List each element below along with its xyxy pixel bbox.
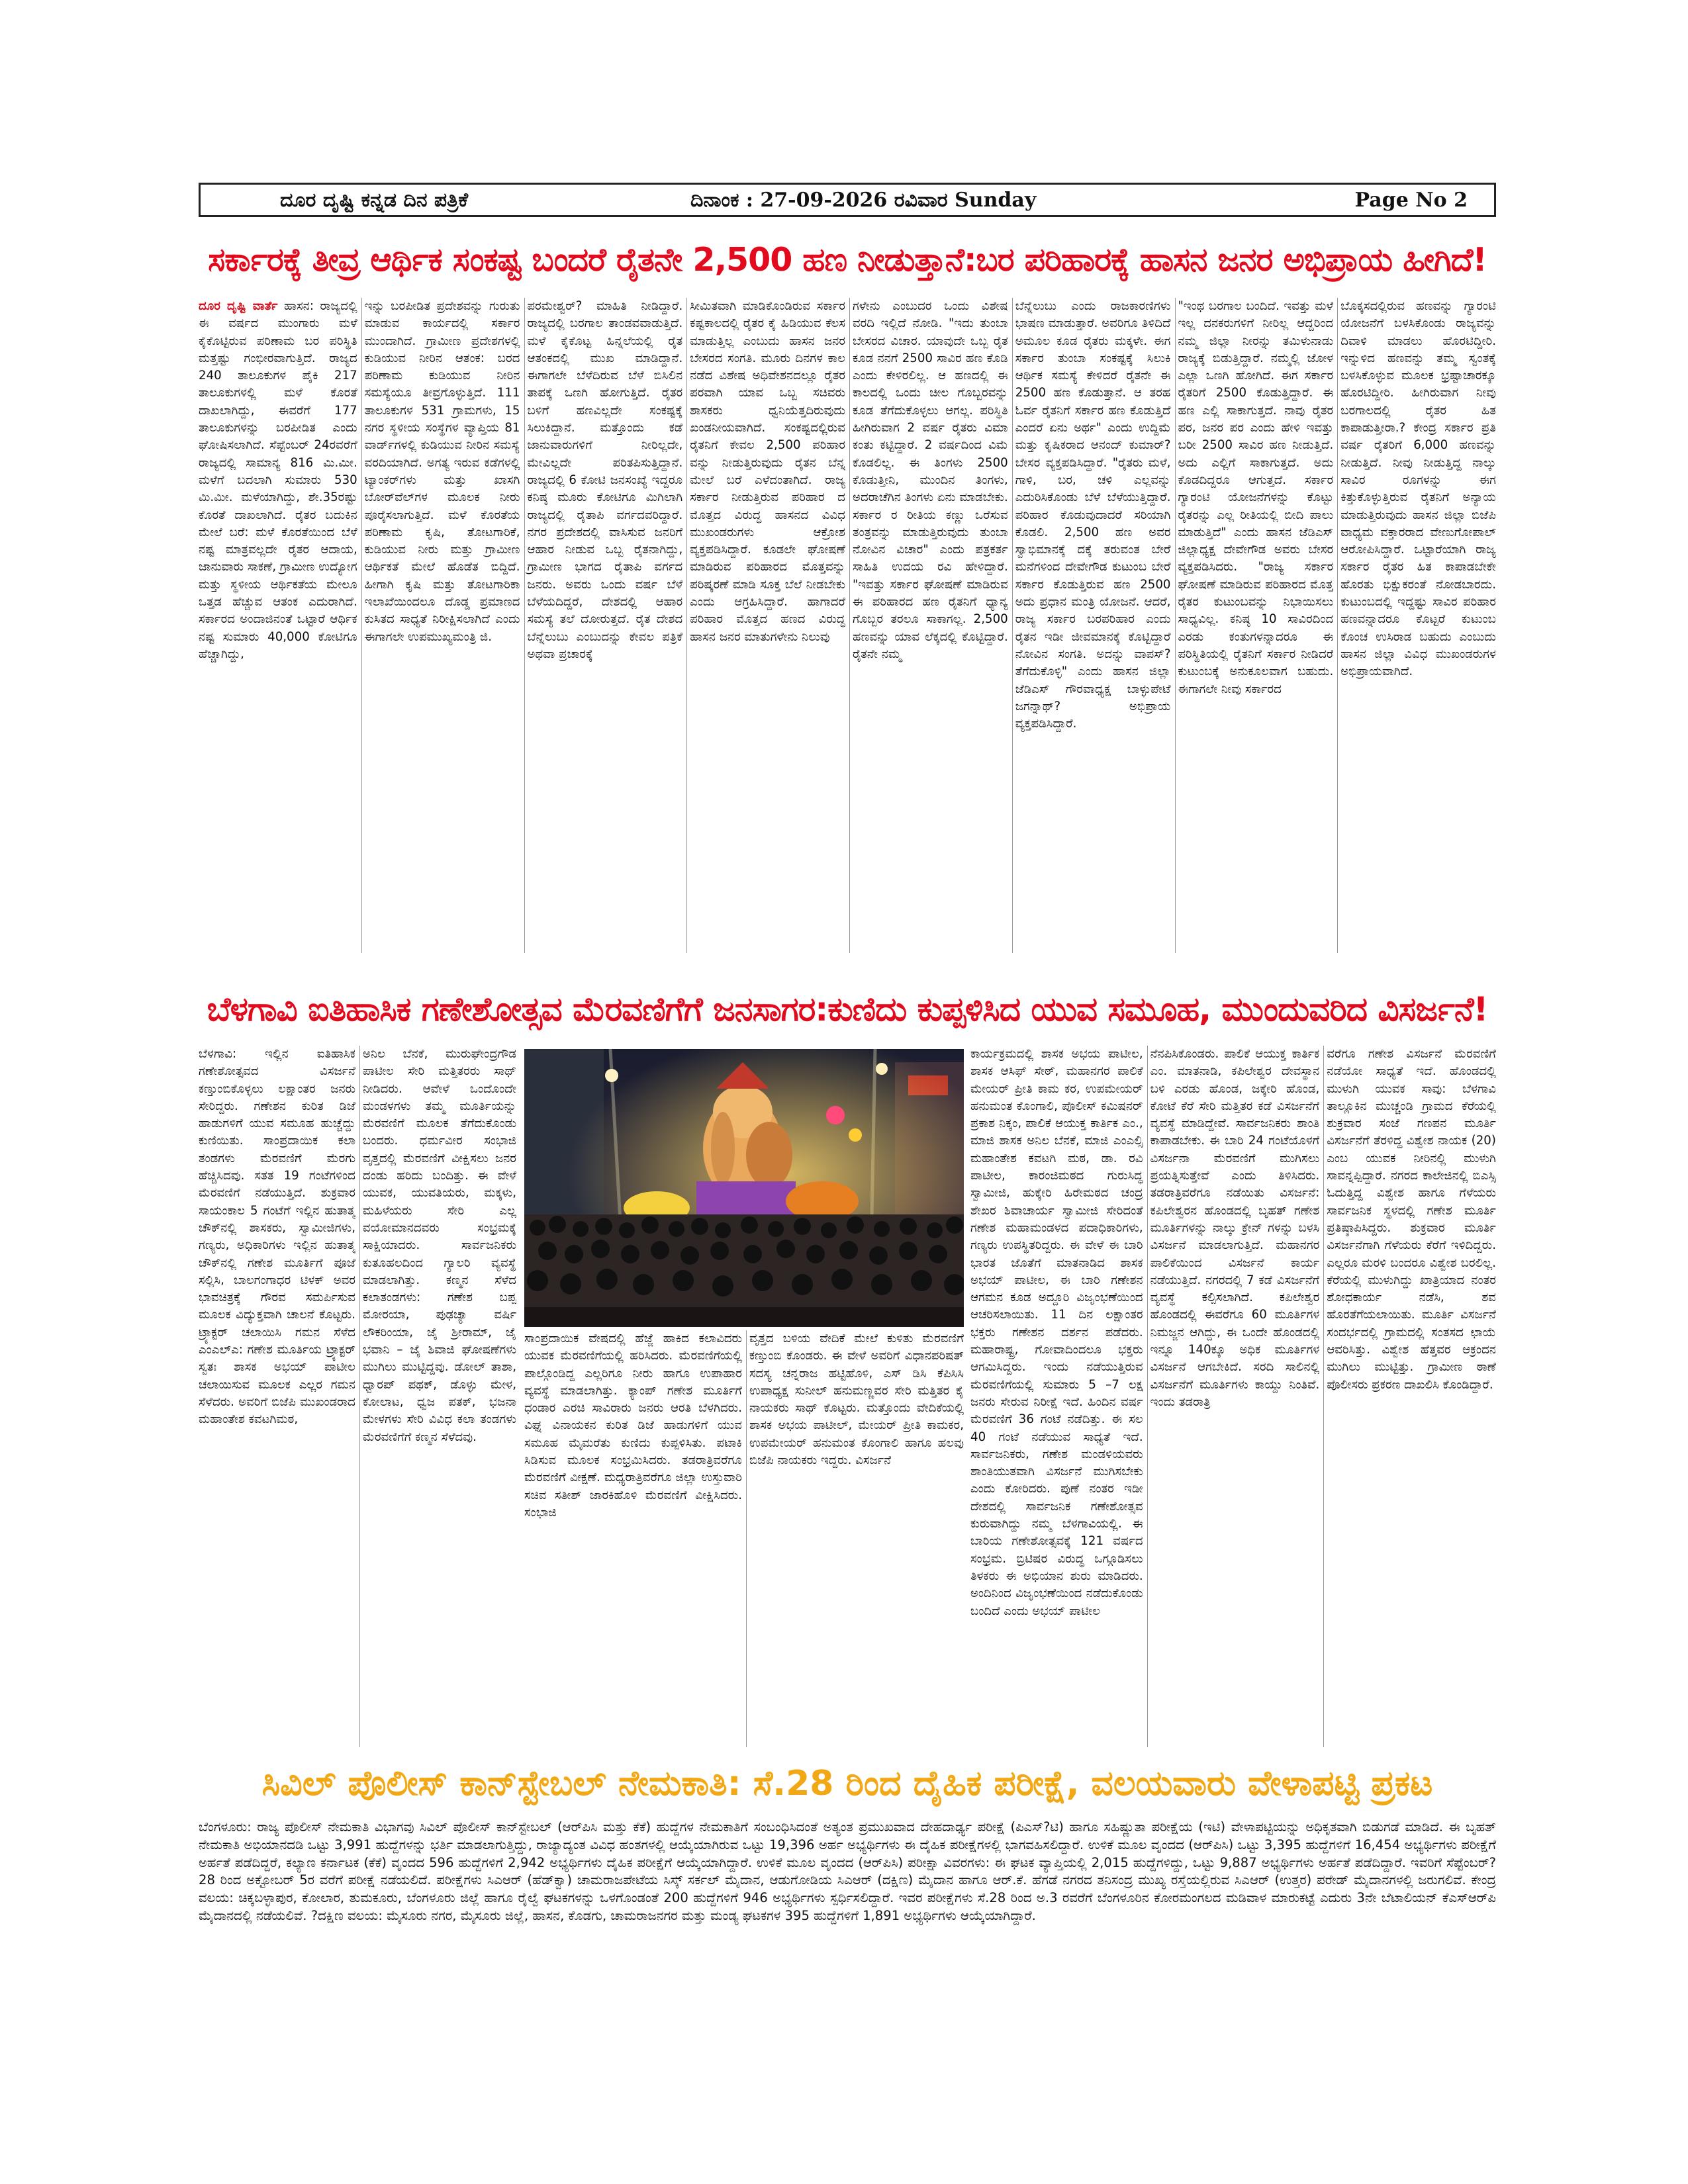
story1-column-3: ಪರಮೇಶ್ವರ್? ಮಾಹಿತಿ ನೀಡಿದ್ದಾರೆ. ರಾಜ್ಯದಲ್ಲಿ ಬರಗಾಲ ತಾಂಡವವಾಡುತ್ತಿದೆ. ಮಳೆ ಕೈಕೊಟ್ಟ ಹಿನ್ನಲೆಯಲ್ಲಿ ರೈತ ಆತಂಕದಲ್ಲಿ ಮುಖ ಮಾಡಿದ್ದಾನೆ. ಈಗಾಗಲೇ ಬೆಳೆದಿರುವ ಬೆಳೆ ಬಿಸಿಲಿನ ತಾಪಕ್ಕೆ ಒಣಗಿ ಹೋಗುತ್ತಿದೆ. ರೈತರ ಬಳಿಗೆ ಹಣವಿಲ್ಲದೇ ಸಂಕಷ್ಟಕ್ಕೆ ಸಿಲುಕಿದ್ದಾನೆ. ಮತ್ತೊಂದು ಕಡೆ ಜಾನುವಾರುಗಳಿಗೆ ನೀರಿಲ್ಲದೇ, ಮೇವಿಲ್ಲದೇ ಪರಿತಪಿಸುತ್ತಿದ್ದಾನೆ. ರಾಜ್ಯದಲ್ಲಿ 6 ಕೋಟಿ ಜನಸಂಖ್ಯೆ ಇದ್ದರೂ ಕನಿಷ್ಠ ಮೂರು ಕೋಟಿಗೂ ಮಿಗಿಲಾಗಿ ರಾಜ್ಯದಲ್ಲಿ ರೈತಾಪಿ ವರ್ಗದವರಿದ್ದಾರೆ. ನಗರ ಪ್ರದೇಶದಲ್ಲಿ ವಾಸಿಸುವ ಜನರಿಗೆ ಆಹಾರ ನೀಡುವ ಒಬ್ಬ ರೈತನಾಗಿದ್ದು, ಗ್ರಾಮೀಣ ಭಾಗದ ರೈತಾಪಿ ವರ್ಗದ ಜನರು. ಅವರು ಒಂದು ವರ್ಷ ಬೆಳೆ ಬೆಳೆಯದಿದ್ದರೆ, ದೇಶದಲ್ಲಿ ಆಹಾರ ಸಮಸ್ಯೆ ತಲೆ ದೋರುತ್ತದೆ. ರೈತ ದೇಶದ ಬೆನ್ನೆಲುಬು ಎಂಬುದನ್ನು ಕೇವಲ ಪತ್ರಿಕೆ ಅಥವಾ ಪ್ರಚಾರಕ್ಕೆ — [524, 298, 683, 953]
story1-column-5: ಗಳೇನು ಎಂಬುದರ ಒಂದು ವಿಶೇಷ ವರದಿ ಇಲ್ಲಿದೆ ನೋಡಿ. "ಇದು ತುಂಬಾ ಬೇಸರದ ವಿಚಾರ. ಯಾವುದೇ ಒಬ್ಬ ರೈತ ಕೂಡ ನನಗೆ 2500 ಸಾವಿರ ಹಣ ಕೊಡಿ ಎಂದು ಕೇಳಿರಲಿಲ್ಲ. ಆ ಹಣದಲ್ಲಿ ಈ ಕಾಲದಲ್ಲಿ ಒಂದು ಚೀಲ ಗೊಬ್ಬರವನ್ನು ಕೂಡ ತೆಗೆದುಕೊಳ್ಳಲು ಆಗಲ್ಲ. ಪರಿಸ್ಥಿತಿ ಹೀಗಿರುವಾಗ 2 ವರ್ಷ ರೈತರು ವಿಮಾ ಕಂತು ಕಟ್ಟಿದ್ದಾರೆ. 2 ವರ್ಷದಿಂದ ವಿಮೆ ಕೊಡಲಿಲ್ಲ. ಈ ತಿಂಗಳು 2500 ಕೊಡುತ್ತೀನಿ, ಮುಂದಿನ ತಿಂಗಳು, ಅದರಾಚೆಗಿನ ತಿಂಗಳು ಏನು ಮಾಡಬೇಕು. ಸರ್ಕಾರ ರ ರೀತಿಯ ಕಣ್ಣು ಒರೆಸುವ ತಂತ್ರವನ್ನು ಮಾಡುತ್ತಿರುವುದು ತುಂಬಾ ನೋವಿನ ವಿಚಾರ" ಎಂದು ಪತ್ರಕರ್ತ ಸಾಹಿತಿ ಉದಯ ರವಿ ಹೇಳಿದ್ದಾರೆ. "ಇವತ್ತು ಸರ್ಕಾರ ಘೋಷಣೆ ಮಾಡಿರುವ ಈ ಪರಿಹಾರದ ಹಣ ರೈತನಿಗೆ ಧ್ಯಾನ್ಯ ಗೊಬ್ಬರ ತರಲೂ ಸಾಕಾಗಲ್ಲ. 2,500 ಹಣವನ್ನು ಯಾವ ಲೆಕ್ಕದಲ್ಲಿ ಕೊಟ್ಟಿದ್ದಾರೆ. ರೈತನೇ ನಮ್ಮ — [849, 298, 1008, 953]
story2-column-7: ವರೆಗೂ ಗಣೇಶ ವಿಸರ್ಜನೆ ಮೆರವಣಿಗೆ ನಡೆಯೋ ಸಾಧ್ಯತೆ ಇದೆ. ಹೊಂಡದಲ್ಲಿ ಮುಳುಗಿ ಯುವಕ ಸಾವು: ಬೆಳಗಾವಿ ತಾಲ್ಲೂಕಿನ ಮುಚ್ಚಂಡಿ ಗ್ರಾಮದ ಕೆರೆಯಲ್ಲಿ ಶುಕ್ರವಾರ ಸಂಜೆ ಗಣಪನ ಮೂರ್ತಿ ವಿಸರ್ಜನೆಗೆ ತೆರಳಿದ್ದ ವಿಶ್ವೇಶ ನಾಯಕ (20) ಎಂಬ ಯುವಕ ನೀರಿನಲ್ಲಿ ಮುಳುಗಿ ಸಾವನ್ನಪ್ಪಿದ್ದಾರೆ. ನಗರದ ಕಾಲೇಜಿನಲ್ಲಿ ಬಿಎಸ್ಸಿ ಓದುತ್ತಿದ್ದ ವಿಶ್ವೇಶ ಹಾಗೂ ಗೆಳೆಯರು ಸಾರ್ವಜನಿಕ ಸ್ಥಳದಲ್ಲಿ ಗಣೇಶ ಮೂರ್ತಿ ಪ್ರತಿಷ್ಠಾಪಿಸಿದ್ದರು. ಶುಕ್ರವಾರ ಮೂರ್ತಿ ವಿಸರ್ಜನೆಗಾಗಿ ಗೆಳೆಯರು ಕೆರೆಗೆ ಇಳಿದಿದ್ದರು. ಎಲ್ಲರೂ ಮರಳಿ ಬಂದರೂ ವಿಶ್ವೇಶ ಬರಲಿಲ್ಲ. ಕೆರೆಯಲ್ಲಿ ಮುಳುಗಿದ್ದು ಖಾತ್ರಿಯಾದ ನಂತರ ಶೋಧಕಾರ್ಯ ನಡೆಸಿ, ಶವ ಹೊರತೆಗೆಯಲಾಯಿತು. ಮೂರ್ತಿ ವಿಸರ್ಜನೆ ಸಂದರ್ಭದಲ್ಲಿ ಗ್ರಾಮದಲ್ಲಿ ಸಂತಸದ ಛಾಯೆ ಆವರಿಸಿತ್ತು. ವಿಶ್ವೇಶ ಹೆತ್ತವರ ಆಕ್ರಂದನ ಮುಗಿಲು ಮುಟ್ಟಿತ್ತು. ಗ್ರಾಮೀಣ ಠಾಣೆ ಪೊಲೀಸರು ಪ್ರಕರಣ ದಾಖಲಿಸಿ ಕೊಂಡಿದ್ದಾರೆ. — [1323, 1046, 1496, 1747]
story3-body: ಬೆಂಗಳೂರು: ರಾಜ್ಯ ಪೊಲೀಸ್ ನೇಮಕಾತಿ ವಿಭಾಗವು ಸಿವಿಲ್ ಪೊಲೀಸ್ ಕಾನ್‌ಸ್ಟೇಬಲ್ (ಆರ್‌ಪಿಸಿ ಮತ್ತು ಕೆಕೆ) ಹುದ್ದೆಗಳ ನೇಮಕಾತಿಗೆ ಸಂಬಂಧಿಸಿದಂತೆ ಅತ್ಯಂತ ಪ್ರಮುಖವಾದ ದೇಹದಾರ್ಢ್ಯ ಪರೀಕ್ಷೆ (ಪಿಎಸ್?ಟಿ) ಹಾಗೂ ಸಹಿಷ್ಣುತಾ ಪರೀಕ್ಷೆಯ (ಇಟಿ) ವೇಳಾಪಟ್ಟಿಯನ್ನು ಅಧಿಕೃತವಾಗಿ ಬಿಡುಗಡೆ ಮಾಡಿದೆ. ಈ ಬೃಹತ್ ನೇಮಕಾತಿ ಅಭಿಯಾನದಡಿ ಒಟ್ಟು 3,991 ಹುದ್ದೆಗಳನ್ನು ಭರ್ತಿ ಮಾಡಲಾಗುತ್ತಿದ್ದು, ರಾಜ್ಯಾದ್ಯಂತ ವಿವಿಧ ಹಂತಗಳಲ್ಲಿ ಆಯ್ಕೆಯಾಗಿರುವ ಒಟ್ಟು 19,396 ಅರ್ಹ ಅಭ್ಯರ್ಥಿಗಳು ಈ ದೈಹಿಕ ಪರೀಕ್ಷೆಗಳಲ್ಲಿ ಭಾಗವಹಿಸಲಿದ್ದಾರೆ. ಉಳಿಕೆ ಮೂಲ ವೃಂದದ (ಆರ್‌ಪಿಸಿ) ಒಟ್ಟು 3,395 ಹುದ್ದೆಗಳಿಗೆ 16,454 ಅಭ್ಯರ್ಥಿಗಳು ಪರೀಕ್ಷೆಗೆ ಅರ್ಹತೆ ಪಡೆದಿದ್ದರೆ, ಕಲ್ಯಾಣ ಕರ್ನಾಟಕ (ಕೆಕೆ) ವೃಂದದ 596 ಹುದ್ದೆಗಳಿಗೆ 2,942 ಅಭ್ಯರ್ಥಿಗಳು ದೈಹಿಕ ಪರೀಕ್ಷೆಗೆ ಆಯ್ಕೆಯಾಗಿದ್ದಾರೆ. ಉಳಿಕೆ ಮೂಲ ವೃಂದದ (ಆರ್‌ಪಿಸಿ) ಪರೀಕ್ಷಾ ವಿವರಗಳು: ಈ ಘಟಕ ವ್ಯಾಪ್ತಿಯಲ್ಲಿ 2,015 ಹುದ್ದೆಗಳಿದ್ದು, ಒಟ್ಟು 9,887 ಅಭ್ಯರ್ಥಿಗಳು ಅರ್ಹತೆ ಪಡೆದಿದ್ದಾರೆ. ಇವರಿಗೆ ಸೆಪ್ಟೆಂಬರ್? 28 ರಿಂದ ಅಕ್ಟೋಬರ್ 5ರ ವರೆಗೆ ಪರೀಕ್ಷೆ ನಡೆಯಲಿದೆ. ಪರೀಕ್ಷೆಗಳು ಸಿಎಆರ್ (ಹೆಡ್‌ಕ್ವಾ) ಚಾಮರಾಜಪೇಟೆಯ ಸಿಸ್ಕ್ ಸರ್ಕಲ್ ಮೈದಾನ, ಆಡುಗೋಡಿಯ ಸಿಎಆರ್ (ದಕ್ಷಿಣ) ಮೈದಾನ ಹಾಗೂ ಆರ್.ಕೆ. ಹೆಗಡೆ ನಗರದ ತನಿಸಂದ್ರ ಮುಖ್ಯ ರಸ್ತೆಯಲ್ಲಿರುವ ಸಿಎಆರ್ (ಉತ್ತರ) ಪರೇಡ್ ಮೈದಾನಗಳಲ್ಲಿ ಜರುಗಲಿವೆ. ಕೇಂದ್ರ ವಲಯ: ಚಿಕ್ಕಬಳ್ಳಾಪುರ, ಕೋಲಾರ, ತುಮಕೂರು, ಬೆಂಗಳೂರು ಜಿಲ್ಲೆ ಹಾಗೂ ರೈಲ್ವೆ ಘಟಕಗಳನ್ನು ಒಳಗೊಂಡಂತೆ 200 ಹುದ್ದೆಗಳಿಗೆ 946 ಅಭ್ಯರ್ಥಿಗಳು ಸ್ಪರ್ಧಿಸಲಿದ್ದಾರೆ. ಇವರ ಪರೀಕ್ಷೆಗಳು ಸೆ.28 ರಿಂದ ಅ.3 ರವರೆಗೆ ಬೆಂಗಳೂರಿನ ಕೋರಮಂಗಲದ ಮಡಿವಾಳ ಮಾರುಕಟ್ಟೆ ಎದುರು 3ನೇ ಬೆಟಾಲಿಯನ್ ಕೆಎಸ್‌ಆರ್‌ಪಿ ಮೈದಾನದಲ್ಲಿ ನಡೆಯಲಿವೆ. ?ದಕ್ಷಿಣ ವಲಯ: ಮೈಸೂರು ನಗರ, ಮೈಸೂರು ಜಿಲ್ಲೆ, ಹಾಸನ, ಕೊಡಗು, ಚಾಮರಾಜನಗರ ಮತ್ತು ಮಂಡ್ಯ ಘಟಕಗಳ 395 ಹುದ್ದೆಗಳಿಗೆ 1,891 ಅಭ್ಯರ್ಥಿಗಳು ಆಯ್ಕೆಯಾಗಿದ್ದಾರೆ. — [199, 1819, 1496, 1923]
story1-column-1 — [199, 298, 357, 953]
story2-right-body — [970, 1046, 1496, 1747]
paper-name: ದೂರ ದೃಷ್ಟಿ ಕನ್ನಡ ದಿನ ಪತ್ರಿಕೆ — [280, 188, 469, 212]
story2-column-4: ವೃತ್ತದ ಬಳಿಯ ವೇದಿಕೆ ಮೇಲೆ ಕುಳಿತು ಮೆರವಣಿಗೆ ಕಣ್ತುಂಬಿ ಕೊಂಡರು. ಈ ವೇಳೆ ಅವರಿಗೆ ವಿಧಾನಪರಿಷತ್ ಸದಸ್ಯ ಚನ್ನರಾಜ ಹಟ್ಟಿಹೊಳಿ, ಎಸ್ ಡಿಸಿ ಕೆಪಿಸಿಸಿ ಉಪಾಧ್ಯಕ್ಷ ಸುನೀಲ್ ಹನುಮಣ್ಣವರ ಸೇರಿ ಮತ್ತಿತರ ಕೈ ನಾಯಕರು ಸಾಥ್ ಕೊಟ್ಟರು. ಮತ್ತೊಂದು ವೇದಿಕೆಯಲ್ಲಿ ಶಾಸಕ ಅಭಯ ಪಾಟೀಲ್, ಮೇಯರ್ ಪ್ರೀತಿ ಕಾಮಕರ, ಉಪಮೇಯರ್ ಹನುಮಂತ ಕೊಂಗಾಲಿ ಹಾಗೂ ಹಲವು ಬಿಜೆಪಿ ನಾಯಕರು ಇದ್ದರು. ವಿಸರ್ಜನೆ — [746, 1330, 964, 1747]
story2-column-1: ಬೆಳಗಾವಿ: ಇಲ್ಲಿನ ಐತಿಹಾಸಿಕ ಗಣೇಶೋತ್ಸವದ ವಿಸರ್ಜನೆ ಕಣ್ತುಂಬಿಕೊಳ್ಳಲು ಲಕ್ಷಾಂತರ ಜನರು ಸೇರಿದ್ದರು. ಗಣೇಶನ ಕುರಿತ ಡಿಜೆ ಹಾಡುಗಳಿಗೆ ಯುವ ಸಮೂಹ ಹುಚ್ಚೆದ್ದು ಕುಣಿಯಿತು. ಸಾಂಪ್ರದಾಯಿಕ ಕಲಾ ತಂಡಗಳು ಮೆರವಣಿಗೆ ಮೆರಗು ಹೆಚ್ಚಿಸಿದವು. ಸತತ 19 ಗಂಟೆಗಳಿಂದ ಮೆರವಣಿಗೆ ನಡೆಯುತ್ತಿದೆ. ಶುಕ್ರವಾರ ಸಾಯಂಕಾಲ 5 ಗಂಟೆಗೆ ಇಲ್ಲಿನ ಹುತಾತ್ಮ ಚೌಕ್‌ನಲ್ಲಿ ಶಾಸಕರು, ಸ್ವಾಮೀಜಿಗಳು, ಗಣ್ಯರು, ಅಧಿಕಾರಿಗಳು ಇಲ್ಲಿನ ಹುತಾತ್ಮ ಚೌಕ್‌ನಲ್ಲಿ ಗಣೇಶ ಮೂರ್ತಿಗೆ ಪೂಜೆ ಸಲ್ಲಿಸಿ, ಬಾಲಗಂಗಾಧರ ಟಿಳಕ್ ಅವರ ಭಾವಚಿತ್ರಕ್ಕೆ ಗೌರವ ಸಮರ್ಪಿಸುವ ಮೂಲಕ ವಿದ್ಯುಕ್ತವಾಗಿ ಚಾಲನೆ ಕೊಟ್ಟರು. ಟ್ರ್ಯಾಕ್ಟರ್ ಚಲಾಯಿಸಿ ಗಮನ ಸೆಳೆದ ಎಂಎಲ್‌ಎ: ಗಣೇಶ ಮೂರ್ತಿಯ ಟ್ರ್ಯಾಕ್ಟರ್ ಸ್ವತಃ ಶಾಸಕ ಅಭಯ್ ಪಾಟೀಲ ಚಲಾಯಿಸುವ ಮೂಲಕ ಎಲ್ಲರ ಗಮನ ಸೆಳೆದರು. ಅವರಿಗೆ ಬಿಜೆಪಿ ಮುಖಂಡರಾದ ಮಹಾಂತೇಶ ಕವಟಗಿಮಠ, — [199, 1047, 355, 1427]
story2-under-photo-body — [524, 1330, 964, 1747]
story2-headline: ಬೆಳಗಾವಿ ಐತಿಹಾಸಿಕ ಗಣೇಶೋತ್ಸವ ಮೆರವಣಿಗೆಗೆ ಜನಸಾಗರ:ಕುಣಿದು ಕುಪ್ಪಳಿಸಿದ ಯುವ ಸಮೂಹ, ಮುಂದುವರಿದ ವಿಸರ್ಜನೆ! — [207, 990, 1488, 1028]
story1-column-6: ಬೆನ್ನೆಲುಬು ಎಂದು ರಾಜಕಾರಣಿಗಳು ಭಾಷಣ ಮಾಡುತ್ತಾರೆ. ಅವರಿಗೂ ತಿಳಿದಿದೆ ಅಮೂಲ ಕೂಡ ರೈತರು ಮಕ್ಕಳೇ. ಈಗ ಸರ್ಕಾರ ತುಂಬಾ ಸಂಕಷ್ಟಕ್ಕೆ ಸಿಲುಕಿ ಆರ್ಥಿಕ ಸಮಸ್ಯೆ ಕೇಳಿದರೆ ರೈತನೇ ಈ 2500 ಹಣ ಕೊಡುತ್ತಾನೆ. ಆ ತರಹ ಓರ್ವ ರೈತನಿಗೆ ಸರ್ಕಾರ ಹಣ ಕೊಡುತ್ತಿದೆ ಎಂದರೆ ಏನು ಅರ್ಥ" ಎಂದು ಉದ್ದಿಮೆ ಮತ್ತು ಕೃಷಿಕರಾದ ಆನಂದ್ ಕುಮಾರ್? ಬೇಸರ ವ್ಯಕ್ತಪಡಿಸಿದ್ದಾರೆ. "ರೈತರು ಮಳೆ, ಗಾಳಿ, ಬರ, ಚಳಿ ಎಲ್ಲವನ್ನು ಎದುರಿಸಿಕೊಂಡು ಬೆಳೆ ಬೆಳೆಯುತ್ತಿದ್ದಾರೆ. ಪರಿಹಾರ ಕೊಡುವುದಾದರೆ ಸರಿಯಾಗಿ ಕೊಡಲಿ. 2,500 ಹಣ ಅವರ ಸ್ವಾಭಿಮಾನಕ್ಕೆ ದಕ್ಕೆ ತರುವಂತ ಬೇರೆ ಮನೆಗಳಿಂದ ದೇವೇಗೌಡ ಕುಟುಂಬ ಬೇರೆ ಸರ್ಕಾರ ಕೊಡುತ್ತಿರುವ ಹಣ 2500 ಅದು ಪ್ರಧಾನ ಮಂತ್ರಿ ಯೋಜನೆ. ಆದರೆ, ರಾಜ್ಯ ಸರ್ಕಾರ ಬರಪರಿಹಾರ ಎಂದು ರೈತನ ಇಡೀ ಜೀವಮಾನಕ್ಕೆ ಕೊಟ್ಟಿದ್ದಾರೆ ನೋವಿನ ಸಂಗತಿ. ಅದನ್ನು ವಾಪಸ್? ತೆಗೆದುಕೊಳ್ಳಿ" ಎಂದು ಹಾಸನ ಜಿಲ್ಲಾ ಜೆಡಿಎಸ್ ಗೌರವಾಧ್ಯಕ್ಷ ಬಾಳ್ಳುಪೇಟೆ ಜಗನ್ನಾಥ್? ಅಭಿಪ್ರಾಯ ವ್ಯಕ್ತಪಡಿಸಿದ್ದಾರೆ. — [1012, 298, 1171, 953]
story3-headline: ಸಿವಿಲ್ ಪೊಲೀಸ್ ಕಾನ್‌ಸ್ಟೇಬಲ್ ನೇಮಕಾತಿ: ಸೆ.28 ರಿಂದ ದೈಹಿಕ ಪರೀಕ್ಷೆ, ವಲಯವಾರು ವೇಳಾಪಟ್ಟಿ ಪ್ರಕಟ — [261, 1764, 1433, 1803]
story2-column-6: ನೆನಪಿಸಿಕೊಂಡರು. ಪಾಲಿಕೆ ಆಯುಕ್ತ ಕಾರ್ತಿಕ ಎಂ. ಮಾತನಾಡಿ, ಕಪಿಲೇಶ್ವರ ದೇವಸ್ಥಾನ ಬಳಿ ಎರಡು ಹೊಂಡ, ಜಕ್ಕೇರಿ ಹೊಂಡ, ಕೋಟೆ ಕೆರೆ ಸೇರಿ ಮತ್ತಿತರ ಕಡೆ ವಿಸರ್ಜನೆಗೆ ವ್ಯವಸ್ಥೆ ಮಾಡಿದ್ದೇವೆ. ಸಾರ್ವಜನಿಕರು ಶಾಂತಿ ಕಾಪಾಡಬೇಕು. ಈ ಬಾರಿ 24 ಗಂಟೆಯೊಳಗೆ ವಿಸರ್ಜನಾ ಮೆರವಣಿಗೆ ಮುಗಿಸಲು ಪ್ರಯತ್ನಿಸುತ್ತೇವೆ ಎಂದು ತಿಳಿಸಿದರು. ತಡರಾತ್ರಿವರೆಗೂ ನಡೆಯಿತು ವಿಸರ್ಜನೆ: ಕಪಿಲೇಶ್ವರನ ಹೊಂಡದಲ್ಲಿ ಬೃಹತ್ ಗಣೇಶ ಮೂರ್ತಿಗಳನ್ನು ನಾಲ್ಕು ಕ್ರೇನ್ ಗಳನ್ನು ಬಳಸಿ ವಿಸರ್ಜನೆ ಮಾಡಲಾಗುತ್ತಿದೆ. ಮಹಾನಗರ ಪಾಲಿಕೆಯಿಂದ ವಿಸರ್ಜನೆ ಕಾರ್ಯ ನಡೆಯುತ್ತಿದೆ. ನಗರದಲ್ಲಿ 7 ಕಡೆ ವಿಸರ್ಜನೆಗೆ ವ್ಯವಸ್ಥೆ ಕಲ್ಪಿಸಲಾಗಿದೆ. ಕಪಿಲೇಶ್ವರ ಹೊಂಡದಲ್ಲಿ ಈವರೆಗೂ 60 ಮೂರ್ತಿಗಳ ನಿಮಜ್ಜನ ಆಗಿದ್ದು, ಈ ಒಂದೇ ಹೊಂಡದಲ್ಲಿ ಇನ್ನೂ 140ಕ್ಕೂ ಅಧಿಕ ಮೂರ್ತಿಗಳ ವಿಸರ್ಜನೆ ಆಗಬೇಕಿದೆ. ಸರದಿ ಸಾಲಿನಲ್ಲಿ ವಿಸರ್ಜನೆಗೆ ಮೂರ್ತಿಗಳು ಕಾಯ್ದು ನಿಂತಿವೆ. ಇಂದು ತಡರಾತ್ರಿ — [1147, 1046, 1320, 1747]
issue-date: ದಿನಾಂಕ : 27-09-2026 ರವಿವಾರ Sunday — [690, 188, 1037, 212]
story1-body — [199, 298, 1496, 953]
story1-column-8: ಬೊಕ್ಕಸದಲ್ಲಿರುವ ಹಣವನ್ನು ಗ್ಯಾರಂಟಿ ಯೋಜನೆಗೆ ಬಳಸಿಕೊಂಡು ರಾಜ್ಯವನ್ನು ದಿವಾಳಿ ಮಾಡಲು ಹೊರಟಿದ್ದೀರಿ. ಇನ್ನುಳಿದ ಹಣವನ್ನು ತಮ್ಮ ಸ್ವಂತಕ್ಕೆ ಬಳಸಿಕೊಳ್ಳುವ ಮೂಲಕ ಭ್ರಷ್ಟಾಚಾರಕ್ಕೂ ಹೊರಟಿದ್ದೀರಿ. ಹೀಗಿರುವಾಗ ನೀವು ಬರಗಾಲದಲ್ಲಿ ರೈತರ ಹಿತ ಕಾಪಾಡುತ್ತೀರಾ.? ಕೇಂದ್ರ ಸರ್ಕಾರ ಪ್ರತಿ ವರ್ಷ ರೈತರಿಗೆ 6,000 ಹಣವನ್ನು ನೀಡುತ್ತಿದೆ. ನೀವು ನೀಡುತ್ತಿದ್ದ ನಾಲ್ಕು ಸಾವಿರ ರೂಗಳನ್ನು ಈಗ ಕಿತ್ತುಕೊಳ್ಳುತ್ತಿರುವ ರೈತನಿಗೆ ಅನ್ಯಾಯ ಮಾಡುತ್ತಿರುವುದು ಹಾಸನ ಜಿಲ್ಲಾ ಬಿಜೆಪಿ ವಾಧ್ಯಮ ವಕ್ತಾರರಾದ ವೇಣುಗೋಪಾಲ್ ಆರೋಪಿಸಿದ್ದಾರೆ. ಒಟ್ಟಾರೆಯಾಗಿ ರಾಜ್ಯ ಸರ್ಕಾರ ರೈತರ ಹಿತ ಕಾಪಾಡಬೇಕೇ ಹೊರತು ಭಿಕ್ಷುಕರಂತೆ ನೋಡಬಾರದು. ಕುಟುಂಬದಲ್ಲಿ ಇದ್ದಷ್ಟು ಸಾವಿರ ಪರಿಹಾರ ಹಣವನ್ನಾದರೂ ಕೊಟ್ಟರೆ ಕುಟುಂಬ ಕೊಂಚ ಉಸಿರಾಡ ಬಹುದು ಎಂಬುದು ಹಾಸನ ಜಿಲ್ಲಾ ವಿವಿಧ ಮುಖಂಡರುಗಳ ಅಭಿಪ್ರಾಯವಾಗಿದೆ. — [1337, 298, 1496, 953]
story2-left-body — [199, 1046, 516, 1747]
story2-column-2: ಅನಿಲ ಬೆನಕೆ, ಮುರುಘೇಂದ್ರಗೌಡ ಪಾಟೀಲ ಸೇರಿ ಮತ್ತಿತರರು ಸಾಥ್ ನೀಡಿದರು. ಆವೇಳೆ ಒಂದೊಂದೇ ಮಂಡಳಗಳು ತಮ್ಮ ಮೂರ್ತಿಯನ್ನು ಮೆರವಣಿಗೆ ಮೂಲಕ ತೆಗೆದುಕೊಂಡು ಬಂದರು. ಧರ್ಮವೀರ ಸಂಭಾಜಿ ವೃತ್ತದಲ್ಲಿ ಮೆರವಣಿಗೆ ವೀಕ್ಷಿಸಲು ಜನರ ದಂಡು ಹರಿದು ಬಂದಿತ್ತು. ಈ ವೇಳೆ ಯುವಕ, ಯುವತಿಯರು, ಮಕ್ಕಳು, ಮಹಿಳೆಯರು ಸೇರಿ ಎಲ್ಲ ವಯೋಮಾನದವರು ಸಂಭ್ರಮಕ್ಕೆ ಸಾಕ್ಷಿಯಾದರು. ಸಾರ್ವಜನಿಕರು ಕುತೂಹಲದಿಂದ ಗ್ಯಾಲರಿ ವ್ಯವಸ್ಥೆ ಮಾಡಲಾಗಿತ್ತು. ಕಣ್ಮನ ಸೆಳೆದ ಕಲಾತಂಡಗಳು: ಗಣೇಶ ಬಪ್ಪ ಮೋರಯಾ, ಪುಢಚ್ಯಾ ವರ್ಷಿ ಲೌಕರಿಂಯಾ, ಜೈ ಶ್ರೀರಾಮ್, ಜೈ ಭವಾನಿ – ಜೈ ಶಿವಾಜಿ ಘೋಷಣೆಗಳು ಮುಗಿಲು ಮುಟ್ಟಿದ್ದವು. ಡೋಲ್ ತಾಶಾ, ಧ್ವಾರಪ್ ಪಥಕ್, ಡೊಳ್ಳು ಮೇಳ, ಕೋಲಾಟ, ಧ್ವಜ ಪತಕ್, ಭಜನಾ ಮೇಳಗಳು ಸೇರಿ ವಿವಿಧ ಕಲಾ ತಂಡಗಳು ಮೆರವಣಿಗೆಗೆ ಕಣ್ಮನ ಸೆಳೆದವು. — [359, 1046, 516, 1747]
story1-headline: ಸರ್ಕಾರಕ್ಕೆ ತೀವ್ರ ಆರ್ಥಿಕ ಸಂಕಷ್ಟ ಬಂದರೆ ರೈತನೇ 2,500 ಹಣ ನೀಡುತ್ತಾನೆ:ಬರ ಪರಿಹಾರಕ್ಕೆ ಹಾಸನ ಜನರ ಅಭಿಪ್ರಾಯ ಹೀಗಿದೆ! — [208, 240, 1487, 279]
story1-column-2: ಇನ್ನು ಬರಪೀಡಿತ ಪ್ರದೇಶವನ್ನು ಗುರುತು ಮಾಡುವ ಕಾರ್ಯದಲ್ಲಿ ಸರ್ಕಾರ ಮುಂದಾಗಿದೆ. ಗ್ರಾಮೀಣ ಪ್ರದೇಶಗಳಲ್ಲಿ ಕುಡಿಯುವ ನೀರಿನ ಆತಂಕ: ಬರದ ಪರಿಣಾಮ ಕುಡಿಯುವ ನೀರಿನ ಸಮಸ್ಯೆಯೂ ತೀವ್ರಗೊಳ್ಳುತ್ತಿದೆ. 111 ತಾಲೂಕುಗಳ 531 ಗ್ರಾಮಗಳು, 15 ನಗರ ಸ್ಥಳೀಯ ಸಂಸ್ಥೆಗಳ ವ್ಯಾಪ್ತಿಯ 81 ವಾರ್ಡ್‌ಗಳಲ್ಲಿ ಕುಡಿಯುವ ನೀರಿನ ಸಮಸ್ಯೆ ವರದಿಯಾಗಿದೆ. ಅಗತ್ಯ ಇರುವ ಕಡೆಗಳಲ್ಲಿ ಟ್ಯಾಂಕರ್‌ಗಳು ಮತ್ತು ಖಾಸಗಿ ಬೋರ್‌ವೆಲ್‌ಗಳ ಮೂಲಕ ನೀರು ಪೂರೈಸಲಾಗುತ್ತಿದೆ. ಮಳೆ ಕೊರತೆಯ ಪರಿಣಾಮ ಕೃಷಿ, ತೋಟಗಾರಿಕೆ, ಕುಡಿಯುವ ನೀರು ಮತ್ತು ಗ್ರಾಮೀಣ ಆರ್ಥಿಕತೆ ಮೇಲೆ ಹೊಡೆತ ಬಿದ್ದಿದೆ. ಹೀಗಾಗಿ ಕೃಷಿ ಮತ್ತು ತೋಟಗಾರಿಕಾ ಇಲಾಖೆಯಿಂದಲೂ ದೊಡ್ಡ ಪ್ರಮಾಣದ ಕುಸಿತದ ಸಾಧ್ಯತೆ ನಿರೀಕ್ಷಿಸಲಾಗಿದೆ ಎಂದು ಈಗಾಗಲೇ ಉಪಮುಖ್ಯಮಂತ್ರಿ ಜಿ. — [361, 298, 520, 953]
story1-column-4: ಸೀಮಿತವಾಗಿ ಮಾಡಿಕೊಂಡಿರುವ ಸರ್ಕಾರ ಕಷ್ಟಕಾಲದಲ್ಲಿ ರೈತರ ಕೈ ಹಿಡಿಯುವ ಕೆಲಸ ಮಾಡುತ್ತಿಲ್ಲ ಎಂಬುದು ಹಾಸನ ಜನರ ಬೇಸರದ ಸಂಗತಿ. ಮೂರು ದಿನಗಳ ಕಾಲ ನಡೆದ ವಿಶೇಷ ಅಧಿವೇಶನದಲ್ಲೂ ರೈತರ ಪರವಾಗಿ ಯಾವ ಒಬ್ಬ ಸಚಿವರು ಶಾಸಕರು ಧ್ವನಿಯೆತ್ತದಿರುವುದು ಖಂಡನೀಯವಾಗಿದೆ. ಸಂಕಷ್ಟದಲ್ಲಿರುವ ರೈತನಿಗೆ ಕೇವಲ 2,500 ಪರಿಹಾರ ವನ್ನು ನೀಡುತ್ತಿರುವುದು ರೈತನ ಬೆನ್ನ ಮೇಲೆ ಬರೆ ಎಳೆದಂತಾಗಿದೆ. ರಾಜ್ಯ ಸರ್ಕಾರ ನೀಡುತ್ತಿರುವ ಪರಿಹಾರ ದ ಮೊತ್ತದ ವಿರುದ್ಧ ಹಾಸನದ ವಿವಿಧ ಮುಖಂಡರುಗಳು ಆಕ್ರೋಶ ವ್ಯಕ್ತಪಡಿಸಿದ್ದಾರೆ. ಕೂಡಲೇ ಘೋಷಣೆ ಮಾಡಿರುವ ಪರಿಹಾರದ ಮೊತ್ತವನ್ನು ಪರಿಷ್ಕರಣೆ ಮಾಡಿ ಸೂಕ್ತ ಬೆಲೆ ನೀಡಬೇಕು ಎಂದು ಆಗ್ರಹಿಸಿದ್ದಾರೆ. ಹಾಗಾದರೆ ಪರಿಹಾರ ಮೊತ್ತದ ಹಣದ ವಿರುದ್ಧ ಹಾಸನ ಜನರ ಮಾತುಗಳೇನು ನಿಲುವು — [686, 298, 845, 953]
story1-column-1-text: ಹಾಸನ: ರಾಜ್ಯದಲ್ಲಿ ಈ ವರ್ಷದ ಮುಂಗಾರು ಮಳೆ ಕೈಕೊಟ್ಟಿರುವ ಪರಿಣಾಮ ಬರ ಪರಿಸ್ಥಿತಿ ಮತ್ತಷ್ಟು ಗಂಭೀರವಾಗುತ್ತಿದೆ. ರಾಜ್ಯದ 240 ತಾಲೂಕುಗಳ ಪೈಕಿ 217 ತಾಲೂಕುಗಳಲ್ಲಿ ಮಳೆ ಕೊರತೆ ದಾಖಲಾಗಿದ್ದು, ಈವರೆಗೆ 177 ತಾಲೂಕುಗಳನ್ನು ಬರಪೀಡಿತ ಎಂದು ಘೋಷಿಸಲಾಗಿದೆ. ಸೆಪ್ಟೆಂಬರ್ 24ರವರೆಗೆ ರಾಜ್ಯದಲ್ಲಿ ಸಾಮಾನ್ಯ 816 ಮಿ.ಮೀ. ಮಳೆಗೆ ಬದಲಾಗಿ ಸುಮಾರು 530 ಮಿ.ಮೀ. ಮಳೆಯಾಗಿದ್ದು, ಶೇ.35ರಷ್ಟು ಕೊರತೆ ದಾಖಲಾಗಿದೆ. ರೈತರ ಬದುಕಿನ ಮೇಲೆ ಬರೆ: ಮಳೆ ಕೊರತೆಯಿಂದ ಬೆಳೆ ನಷ್ಟ ಮಾತ್ರವಲ್ಲದೇ ರೈತರ ಆದಾಯ, ಜಾನುವಾರು ಸಾಕಣೆ, ಗ್ರಾಮೀಣ ಉದ್ಯೋಗ ಮತ್ತು ಸ್ಥಳೀಯ ಆರ್ಥಿಕತೆಯ ಮೇಲೂ ಒತ್ತಡ ಹೆಚ್ಚುವ ಆತಂಕ ಎದುರಾಗಿದೆ. ಸರ್ಕಾರದ ಅಂದಾಜಿನಂತೆ ಒಟ್ಟಾರೆ ಆರ್ಥಿಕ ನಷ್ಟ ಸುಮಾರು 40,000 ಕೋಟಿಗೂ ಹೆಚ್ಚಾಗಿದ್ದು, — [199, 299, 357, 661]
page-number: Page No 2 — [1354, 188, 1468, 212]
story2-column-5: ಕಾರ್ಯಕ್ರಮದಲ್ಲಿ ಶಾಸಕ ಅಭಯ ಪಾಟೀಲ, ಶಾಸಕ ಆಸಿಫ್ ಸೇಠ್, ಮಹಾನಗರ ಪಾಲಿಕೆ ಮೇಯರ್ ಪ್ರೀತಿ ಕಾಮ ಕರ, ಉಪಮೇಯರ್ ಹನುಮಂತ ಕೊಂಗಾಲಿ, ಪೊಲೀಸ್ ಕಮಿಷನರ್ ಪ್ರಕಾಶ ನಿಕ್ಕಂ, ಪಾಲಿಕೆ ಆಯುಕ್ತ ಕಾರ್ತಿಕ ಎಂ., ಮಾಜಿ ಶಾಸಕ ಅನಿಲ ಬೆನಕೆ, ಮಾಜಿ ಎಂಎಲ್ಸಿ ಮಹಾಂತೇಶ ಕವಟಗಿ ಮಠ, ಡಾ. ರವಿ ಪಾಟೀಲ, ಕಾರಂಜಿಮಠದ ಗುರುಸಿದ್ಧ ಸ್ವಾಮೀಜಿ, ಹುಕ್ಕೇರಿ ಹಿರೇಮಠದ ಚಂದ್ರ ಶೇಖರ ಶಿವಾಚಾರ್ಯ ಸ್ವಾಮೀಜಿ ಸೇರಿದಂತೆ ಗಣೇಶ ಮಹಾಮಂಡಳದ ಪದಾಧಿಕಾರಿಗಳು, ಗಣ್ಯರು ಉಪಸ್ಥಿತರಿದ್ದರು. ಈ ವೇಳೆ ಈ ಬಾರಿ ಭಾರತ ಜೊತೆಗೆ ಮಾತನಾಡಿದ ಶಾಸಕ ಅಭಯ್ ಪಾಟೀಲ, ಈ ಬಾರಿ ಗಣೇಶನ ಆಗಮನ ಕೂಡ ಅದ್ದೂರಿ ವಿಜೃಂಭಣೆಯಿಂದ ಆಚರಿಸಲಾಯಿತು. 11 ದಿನ ಲಕ್ಷಾಂತರ ಭಕ್ತರು ಗಣೇಶನ ದರ್ಶನ ಪಡೆದರು. ಮಹಾರಾಷ್ಟ್ರ, ಗೋವಾದಿಂದಲೂ ಭಕ್ತರು ಆಗಮಿಸಿದ್ದರು. ಇಂದು ನಡೆಯುತ್ತಿರುವ ಮೆರವಣಿಗೆಯಲ್ಲಿ ಸುಮಾರು 5 –7 ಲಕ್ಷ ಜನರು ಸೇರುವ ನಿರೀಕ್ಷೆ ಇದೆ. ಹಿಂದಿನ ವರ್ಷ ಮೆರವಣಿಗೆ 36 ಗಂಟೆ ನಡೆದಿತ್ತು. ಈ ಸಲ 40 ಗಂಟೆ ನಡೆಯುವ ಸಾಧ್ಯತೆ ಇದೆ. ಸಾರ್ವಜನಿಕರು, ಗಣೇಶ ಮಂಡಳಿಯವರು ಶಾಂತಿಯುತವಾಗಿ ವಿಸರ್ಜನೆ ಮುಗಿಸಬೇಕು ಎಂದು ಕೋರಿದರು. ಪುಣೆ ನಂತರ ಇಡೀ ದೇಶದಲ್ಲಿ ಸಾರ್ವಜನಿಕ ಗಣೇಶೋತ್ಸವ ಕುರುವಾಗಿದ್ದು ನಮ್ಮ ಬೆಳಗಾವಿಯಲ್ಲಿ. ಈ ಬಾರಿಯ ಗಣೇಶೋತ್ಸವಕ್ಕೆ 121 ವರ್ಷದ ಸಂಭ್ರಮ. ಬ್ರಿಟಿಷರ ವಿರುದ್ಧ ಒಗ್ಗೂಡಿಸಲು ತಿಳಕರು ಈ ಅಭಿಯಾನ ಶುರು ಮಾಡಿದರು. ಅಂದಿನಿಂದ ವಿಜೃಂಭಣೆಯಿಂದ ನಡೆದುಕೊಂಡು ಬಂದಿದೆ ಎಂದು ಅಭಯ್ ಪಾಟೀಲ — [970, 1047, 1143, 1618]
story1-column-7: "ಇಂಥ ಬರಗಾಲ ಬಂದಿದೆ. ಇವತ್ತು ಮಳೆ ಇಲ್ಲ ದನಕರುಗಳಿಗೆ ನೀರಿಲ್ಲ ಆದ್ದರಿಂದ ನಮ್ಮ ಜಿಲ್ಲಾ ನೀರನ್ನು ತಮಿಳುನಾಡು ರಾಜ್ಯಕ್ಕೆ ಬಿಡುತ್ತಿದ್ದಾರೆ. ನಮ್ಮಲ್ಲಿ ಜೋಳ ಎಲ್ಲಾ ಒಣಗಿ ಹೋಗಿದೆ. ಈಗ ಸರ್ಕಾರ ರೈತರಿಗೆ 2500 ಕೊಡುತ್ತಿದ್ದಾರೆ. ಈ ಹಣ ಎಲ್ಲಿ ಸಾಕಾಗುತ್ತದೆ. ನಾವು ರೈತರ ಪರ, ಜನರ ಪರ ಎಂದು ಹೇಳಿ ಇವತ್ತು ಬರೀ 2500 ಸಾವಿರ ಹಣ ನೀಡುತ್ತಿದೆ. ಅದು ಎಲ್ಲಿಗೆ ಸಾಕಾಗುತ್ತದೆ. ಅದು ಕೊಡದಿದ್ದರೂ ಆಗುತ್ತದೆ. ಸರ್ಕಾರ ಗ್ಯಾರಂಟಿ ಯೋಜನೆಗಳನ್ನು ಕೊಟ್ಟು ರೈತರನ್ನು ಎಲ್ಲ ರೀತಿಯಲ್ಲಿ ಬೀದಿ ಪಾಲು ಮಾಡುತ್ತಿದೆ" ಎಂದು ಹಾಸನ ಜೆಡಿಎಸ್ ಜಿಲ್ಲಾಧ್ಯಕ್ಷ ದೇವೇಗೌಡ ಅವರು ಬೇಸರ ವ್ಯಕ್ತಪಡಿಸಿದರು. "ರಾಜ್ಯ ಸರ್ಕಾರ ಘೋಷಣೆ ಮಾಡಿರುವ ಪರಿಹಾರದ ಮೊತ್ತ ರೈತರ ಕುಟುಂಬವನ್ನು ನಿಭಾಯಿಸಲು ಸಾಧ್ಯವಿಲ್ಲ. ಕನಿಷ್ಠ 10 ಸಾವಿರದಿಂದ ಎರಡು ಕಂತುಗಳನ್ನಾದರೂ ಈ ಪರಿಸ್ಥಿತಿಯಲ್ಲಿ ರೈತನಿಗೆ ಸರ್ಕಾರ ನೀಡಿದರೆ ಕುಟುಂಬಕ್ಕೆ ಅನುಕೂಲವಾಗ ಬಹುದು. ಈಗಾಗಲೇ ನೀವು ಸರ್ಕಾರದ — [1175, 298, 1334, 953]
byline: ದೂರ ದೃಷ್ಟಿ ವಾರ್ತೆ — [199, 299, 278, 313]
story2-column-3: ಸಾಂಪ್ರದಾಯಿಕ ವೇಷದಲ್ಲಿ ಹೆಜ್ಜೆ ಹಾಕಿದ ಕಲಾವಿದರು ಯುವಕ ಮೆರವಣಿಗೆಯಲ್ಲಿ ಹರಿಸಿದರು. ಮೆರವಣಿಗೆಯಲ್ಲಿ ಪಾಲ್ಗೊಂಡಿದ್ದ ಎಲ್ಲರಿಗೂ ನೀರು ಹಾಗೂ ಉಪಾಹಾರ ವ್ಯವಸ್ಥೆ ಮಾಡಲಾಗಿತ್ತು. ಕ್ಯಾಂಪ್ ಗಣೇಶ ಮೂರ್ತಿಗೆ ಧಂಡಾರ ಎರಚಿ ಸಾವಿರಾರು ಜನರು ಆರತಿ ಬೆಳಗಿದರು. ವಿಘ್ನ ವಿನಾಯಕನ ಕುರಿತ ಡಿಜೆ ಹಾಡುಗಳಿಗೆ ಯುವ ಸಮೂಹ ಮೈಮರೆತು ಕುಣಿದು ಕುಪ್ಪಳಿಸಿತು. ಪಟಾಕಿ ಸಿಡಿಸುವ ಮೂಲಕ ಸಂಭ್ರಮಿಸಿದರು. ತಡರಾತ್ರಿವರೆಗೂ ಮೆರವಣಿಗೆ ವೀಕ್ಷಣೆ. ಮಧ್ಯರಾತ್ರಿವರೆಗೂ ಜಿಲ್ಲಾ ಉಸ್ತುವಾರಿ ಸಚಿವ ಸತೀಶ್ ಜಾರಕಿಹೊಳಿ ಮೆರವಣಿಗೆ ವೀಕ್ಷಿಸಿದರು. ಸಂಭಾಜಿ — [524, 1332, 742, 1520]
ganesha-procession-photo — [524, 1049, 964, 1327]
masthead — [199, 183, 1496, 217]
